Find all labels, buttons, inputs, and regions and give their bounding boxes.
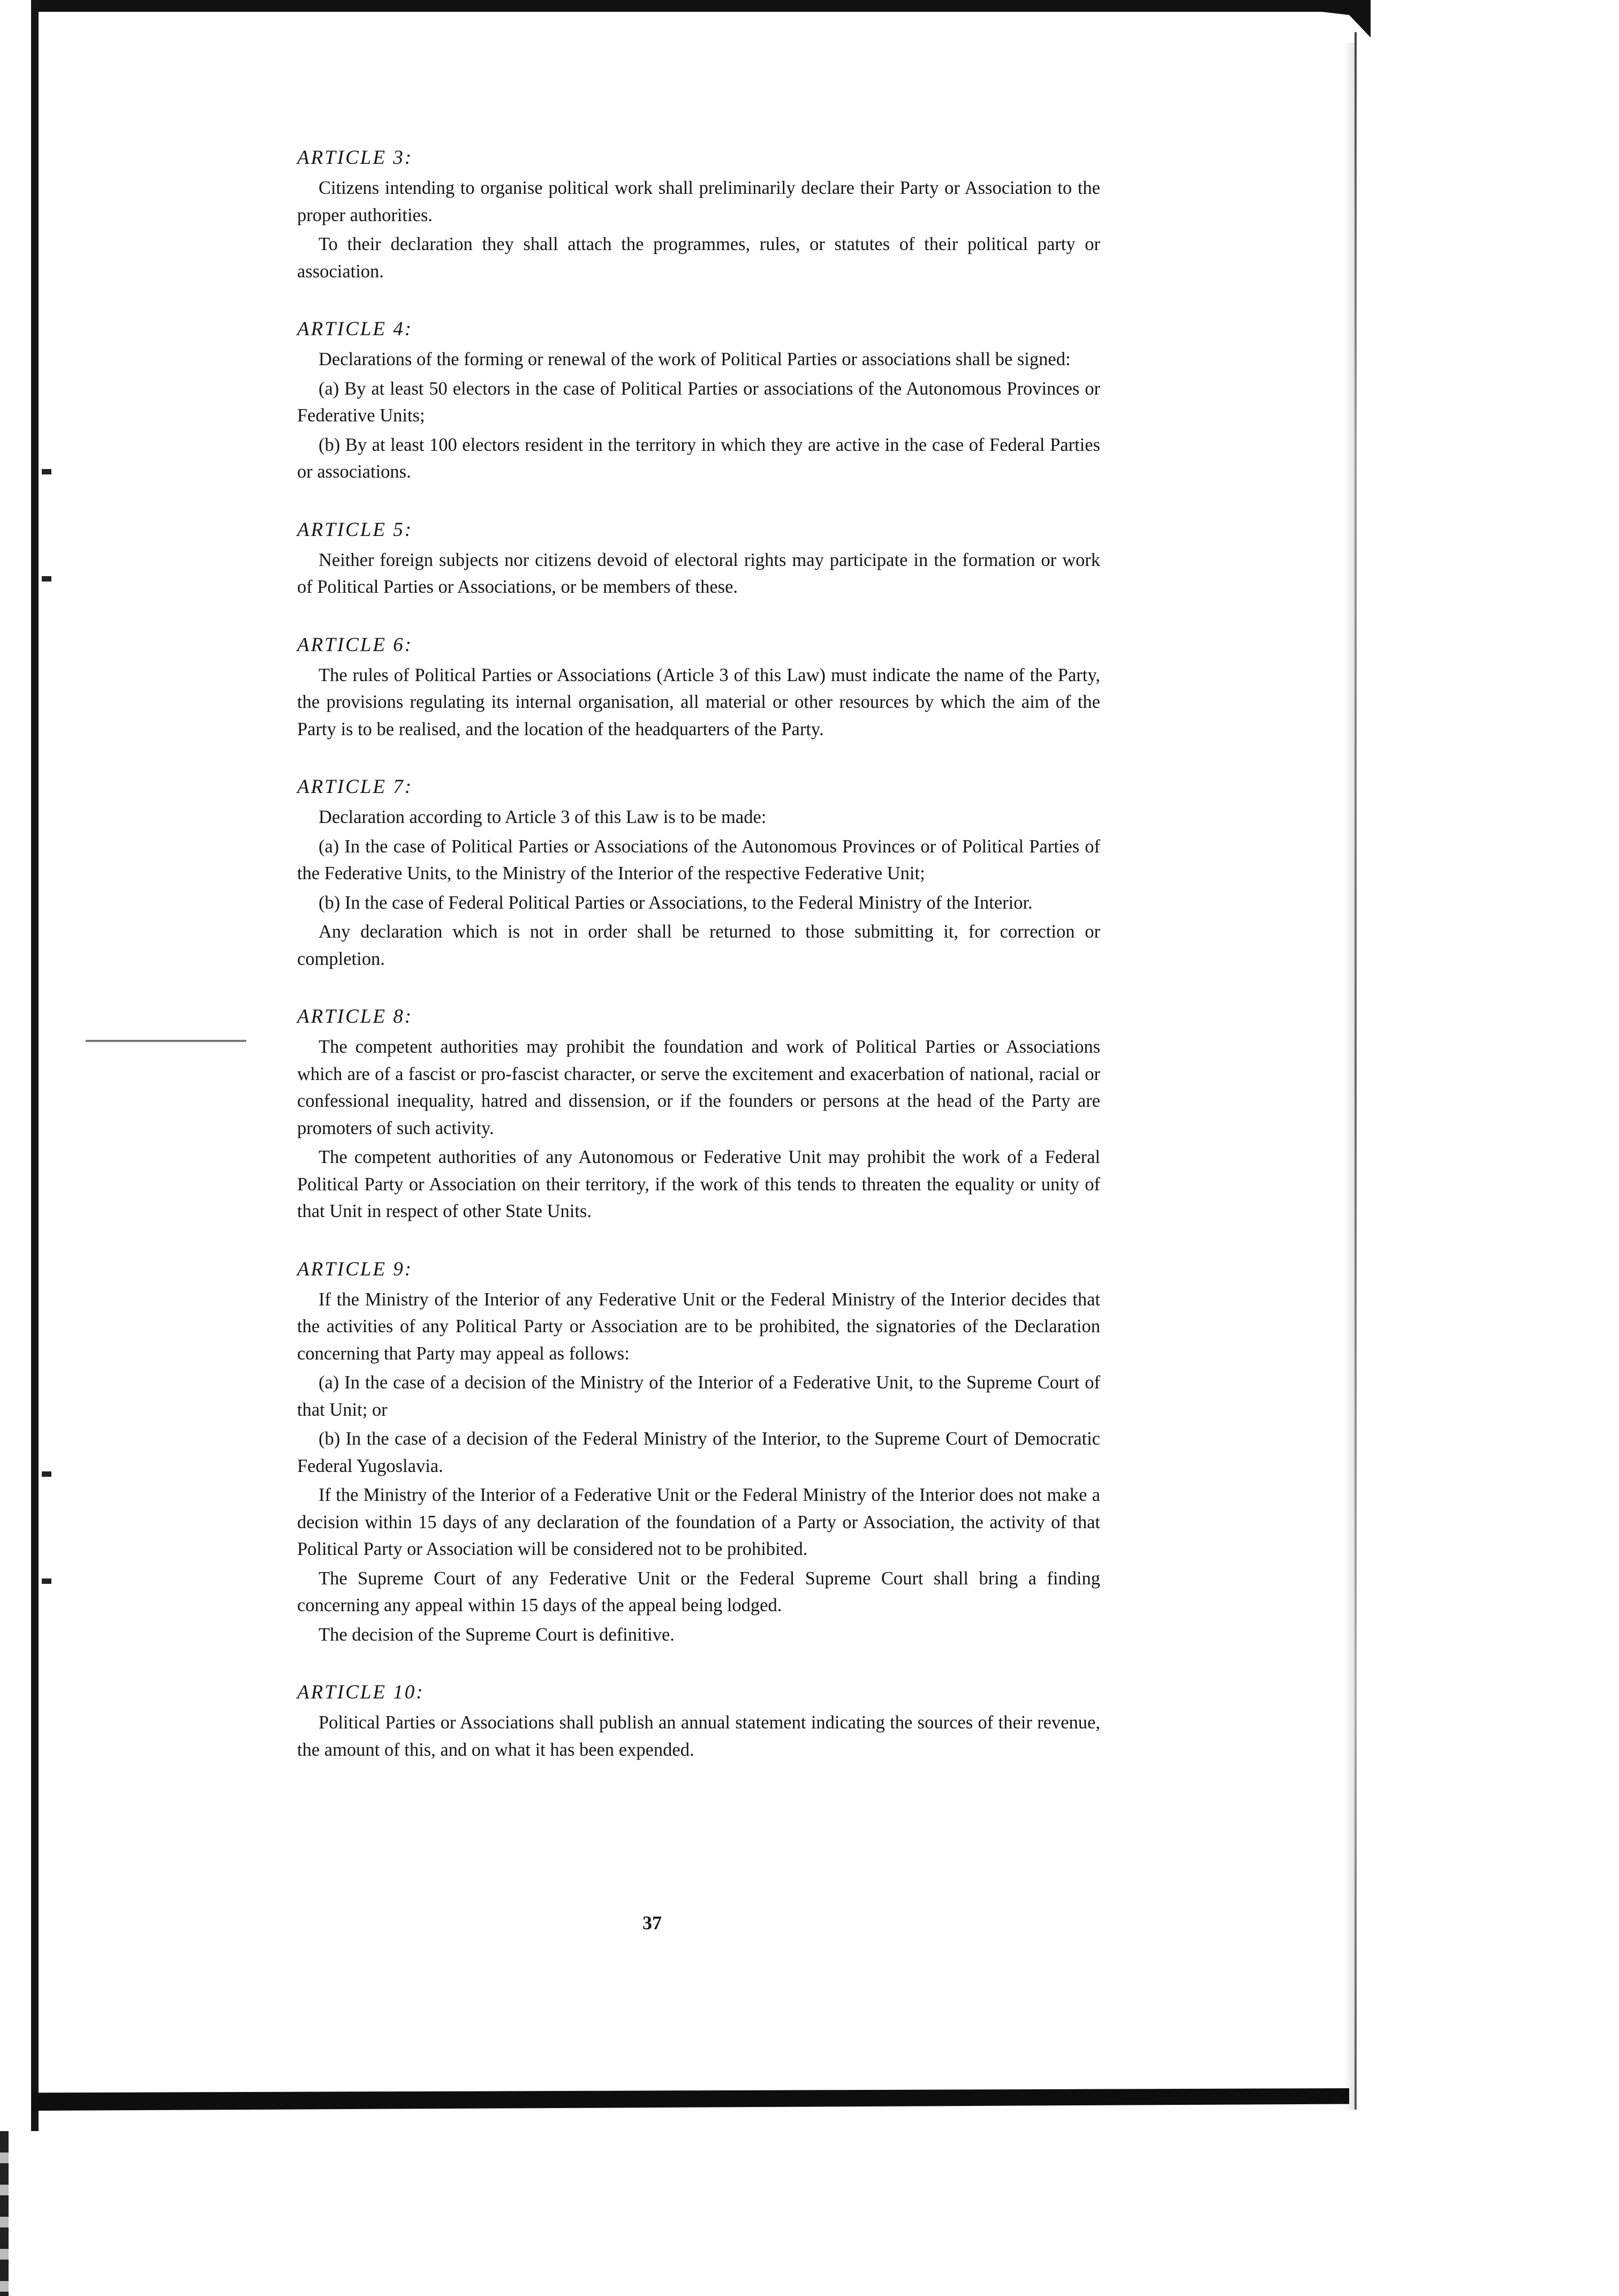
article-heading: ARTICLE 7: <box>297 776 413 798</box>
article-heading: ARTICLE 6: <box>297 633 413 656</box>
page-edge-right <box>1355 32 1357 2110</box>
margin-mark <box>42 576 51 581</box>
article-heading: ARTICLE 4: <box>297 318 413 340</box>
article-heading: ARTICLE 9: <box>297 1258 413 1280</box>
scan-border-left-lower <box>0 2131 9 2296</box>
scan-border-left <box>31 0 39 2131</box>
article-paragraph: (a) In the case of a decision of the Ministry of the Interior of a Federative Unit, to the Supreme Court of that Unit; or <box>297 1372 1100 1420</box>
article-paragraph: (a) In the case of Political Parties or Associations of the Autonomous Provinces or of Political Parties of the Federative Units, to the Ministry of the Interior of the respective Federative Unit; <box>297 836 1100 883</box>
article-paragraph: If the Ministry of the Interior of a Federative Unit or the Federal Ministry of the Interior does not make a decision within 15 days of any declaration of the foundation of a Party or Association, the activity of that Political Party or Association will be considered not to be prohibited. <box>297 1485 1100 1559</box>
article-paragraph: (b) In the case of a decision of the Federal Ministry of the Interior, to the Supreme Court of Democratic Federal Yugoslavia. <box>297 1429 1100 1476</box>
article-paragraph: If the Ministry of the Interior of any Federative Unit or the Federal Ministry of the Interior decides that the activities of any Political Party or Association are to be prohibited, the signatories of the Declaration concerning that Party may appeal as follows: <box>297 1289 1100 1364</box>
article-paragraph: Neither foreign subjects nor citizens devoid of electoral rights may participate in the formation or work of Political Parties or Associations, or be members of these. <box>297 549 1100 597</box>
article-heading: ARTICLE 10: <box>297 1681 425 1703</box>
article-paragraph: Declarations of the forming or renewal of the work of Political Parties or associations shall be signed: <box>319 349 1071 369</box>
article-paragraph: Any declaration which is not in order shall be returned to those submitting it, for correction or completion. <box>297 922 1100 969</box>
article-paragraph: Citizens intending to organise political work shall preliminarily declare their Party or Association to the proper authorities. <box>297 178 1100 225</box>
article-heading: ARTICLE 5: <box>297 518 413 541</box>
article-paragraph: The competent authorities may prohibit the foundation and work of Political Parties or Associations which are of a fascist or pro-fascist character, or serve the excitement and exacerbation of national, racial or confessional inequality, hatred and dissension, or if the founders or persons at the head of the Party are promoters of such activity. <box>297 1037 1100 1138</box>
margin-mark <box>42 469 51 474</box>
scan-border-top <box>32 0 1344 12</box>
article-paragraph: The decision of the Supreme Court is definitive. <box>319 1624 675 1645</box>
article-6 <box>297 632 1100 743</box>
article-5 <box>297 517 1100 601</box>
scan-border-bottom <box>32 2088 1349 2111</box>
article-9 <box>297 1256 1100 1649</box>
article-8 <box>297 1003 1100 1225</box>
article-paragraph: The Supreme Court of any Federative Unit or the Federal Supreme Court shall bring a finding concerning any appeal within 15 days of the appeal being lodged. <box>297 1568 1100 1615</box>
article-4 <box>297 316 1100 486</box>
scan-corner-fold <box>1317 0 1371 37</box>
article-paragraph: (b) By at least 100 electors resident in the territory in which they are active in the case of Federal Parties or associations. <box>297 434 1100 482</box>
article-paragraph: The competent authorities of any Autonomous or Federative Unit may prohibit the work of a Federal Political Party or Association on their territory, if the work of this tends to threaten the equality or unity of that Unit in respect of other State Units. <box>297 1147 1100 1221</box>
article-paragraph: Political Parties or Associations shall publish an annual statement indicating the sources of their revenue, the amount of this, and on what it has been expended. <box>297 1712 1100 1760</box>
margin-mark <box>42 1578 51 1584</box>
article-3 <box>297 145 1100 285</box>
article-paragraph: Declaration according to Article 3 of this Law is to be made: <box>319 807 767 827</box>
article-10 <box>297 1679 1100 1763</box>
article-paragraph: (a) By at least 50 electors in the case of Political Parties or associations of the Autonomous Provinces or Federative Units; <box>297 378 1100 426</box>
article-heading: ARTICLE 8: <box>297 1006 413 1028</box>
margin-streak <box>86 1040 246 1042</box>
article-paragraph: To their declaration they shall attach the programmes, rules, or statutes of their political party or association. <box>297 234 1100 282</box>
article-paragraph: (b) In the case of Federal Political Parties or Associations, to the Federal Ministry of the Interior. <box>319 892 1033 913</box>
document-body <box>297 145 1100 1794</box>
page-edge-shadow <box>1344 43 1356 2110</box>
article-heading: ARTICLE 3: <box>297 147 413 169</box>
margin-mark <box>42 1471 51 1477</box>
article-7 <box>297 774 1100 972</box>
article-paragraph: The rules of Political Parties or Associations (Article 3 of this Law) must indicate the name of the Party, the provisions regulating its internal organisation, all material or other resources by which the aim of the Party is to be realised, and the location of the headquarters of the Party. <box>297 664 1100 739</box>
page-number: 37 <box>642 1912 662 1934</box>
